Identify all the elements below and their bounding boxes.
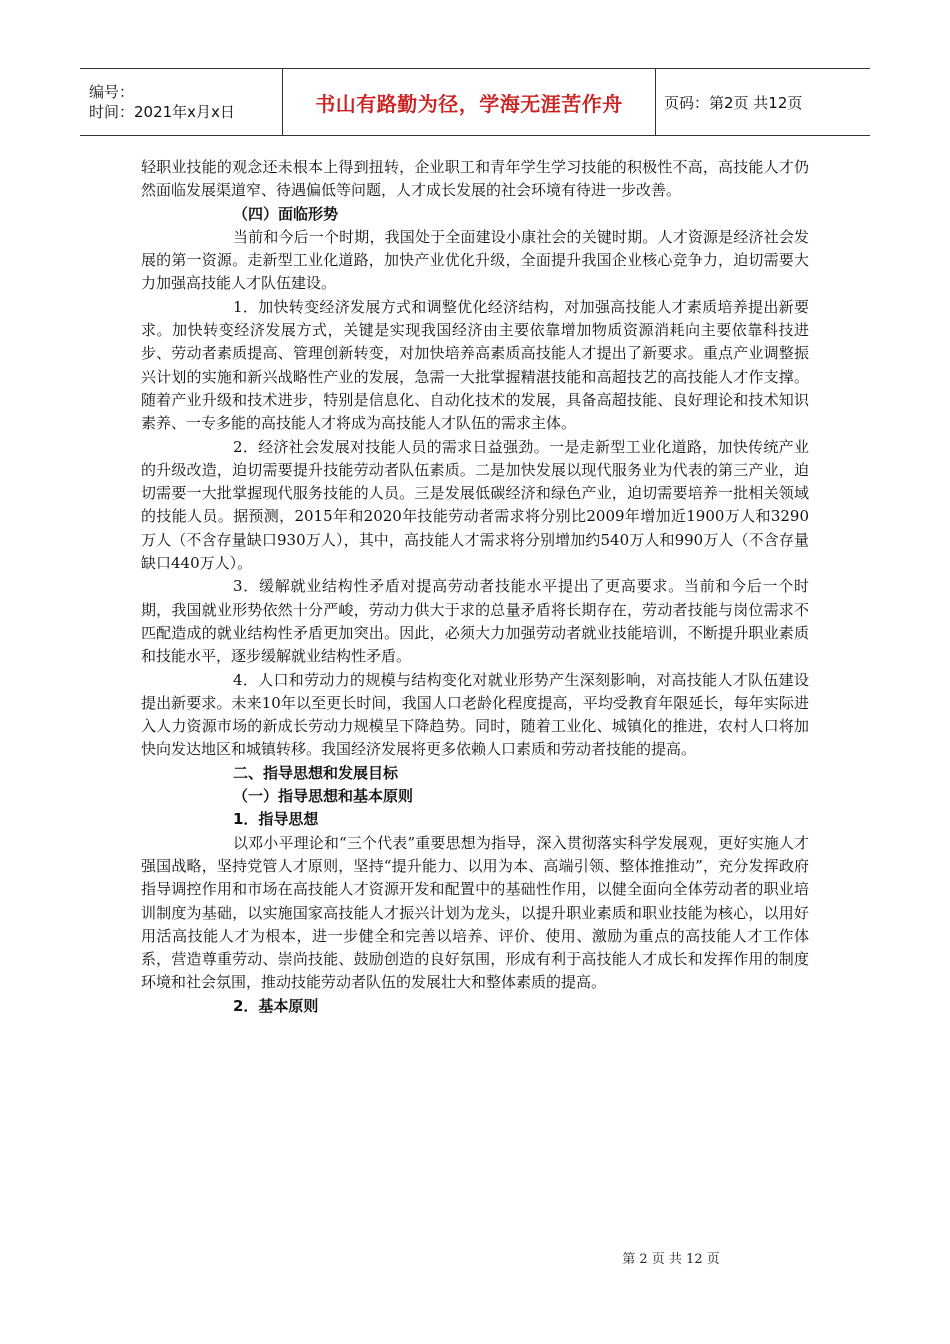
paragraph-continued: 轻职业技能的观念还未根本上得到扭转，企业职工和青年学生学习技能的积极性不高，高技能人才仍然面临发展渠道窄、待遇偏低等问题，人才成长发展的社会环境有待进一步改善。 (141, 158, 809, 200)
header-motto: 书山有路勤为径，学海无涯苦作舟 (315, 91, 623, 116)
section-heading-situation: （四）面临形势 (233, 204, 339, 223)
paragraph: 4．人口和劳动力的规模与结构变化对就业形势产生深刻影响，对高技能人才队伍建设提出新要求。未来10年以至更长时间，我国人口老龄化程度提高，平均受教育年限延长，每年实际进入人力资源市场的新成长劳动力规模呈下降趋势。同时，随着工业化、城镇化的推进，农村人口将加快向发达地区和城镇转移。我国经济发展将更多依赖人口素质和劳动者技能的提高。 (141, 670, 809, 759)
paragraph: 3．缓解就业结构性矛盾对提高劳动者技能水平提出了更高要求。当前和今后一个时期，我国就业形势依然十分严峻，劳动力供大于求的总量矛盾将长期存在，劳动者技能与岗位需求不匹配造成的就业结构性矛盾更加突出。因此，必须大力加强劳动者就业技能培训，不断提升职业素质和技能水平，逐步缓解就业结构性矛盾。 (141, 577, 809, 666)
paragraph: 以邓小平理论和“三个代表”重要思想为指导，深入贯彻落实科学发展观，更好实施人才强国战略，坚持党管人才原则，坚持“提升能力、以用为本、高端引领、整体推推动”，充分发挥政府指导调控作用和市场在高技能人才资源开发和配置中的基础性作用，以健全面向全体劳动者的职业培训制度为基础，以实施国家高技能人才振兴计划为龙头，以提升职业素质和职业技能为核心，以用好用活高技能人才为根本，进一步健全和完善以培养、评价、使用、激励为重点的高技能人才工作体系，营造尊重劳动、崇尚技能、鼓励创造的良好氛围，形成有利于高技能人才成长和发挥作用的制度环境和社会氛围，推动技能劳动者队伍的发展壮大和整体素质的提高。 (141, 833, 809, 992)
subsection-heading-principles: （一）指导思想和基本原则 (233, 787, 414, 806)
header-left-cell (80, 69, 283, 135)
subsection-heading-guiding-thought: 1．指导思想 (233, 810, 319, 829)
document-body (141, 156, 809, 1018)
paragraph: 当前和今后一个时期，我国处于全面建设小康社会的关键时期。人才资源是经济社会发展的第一资源。走新型工业化道路，加快产业优化升级，全面提升我国企业核心竞争力，迫切需要大力加强高技能人才队伍建设。 (141, 227, 809, 293)
header-page-info: 页码：第2页 共12页 (664, 93, 803, 112)
paragraph: 2．经济社会发展对技能人员的需求日益强劲。一是走新型工业化道路，加快传统产业的升级改造，迫切需要提升技能劳动者队伍素质。二是加快发展以现代服务业为代表的第三产业，迫切需要一大批掌握现代服务技能的人员。三是发展低碳经济和绿色产业，迫切需要培养一批相关领域的技能人员。据预测，2015年和2020年技能劳动者需求将分别比2009年增加近1900万人和3290万人（不含存量缺口930万人），其中，高技能人才需求将分别增加约540万人和990万人（不含存量缺口440万人）。 (141, 437, 809, 573)
subsection-heading-basic-principles: 2．基本原则 (233, 996, 319, 1015)
footer-page-number: 第 2 页 共 12 页 (622, 1252, 720, 1267)
header-right-cell (656, 69, 870, 135)
time-label: 时间：2021年x月x日 (89, 103, 235, 121)
page-footer (0, 1248, 950, 1267)
header-middle-cell (283, 69, 656, 135)
page-header (80, 68, 870, 136)
serial-label: 编号： (89, 83, 135, 101)
paragraph: 1．加快转变经济发展方式和调整优化经济结构，对加强高技能人才素质培养提出新要求。加快转变经济发展方式，关键是实现我国经济由主要依靠增加物质资源消耗向主要依靠科技进步、劳动者素质提高、管理创新转变，对加快培养高素质高技能人才提出了新要求。重点产业调整振兴计划的实施和新兴战略性产业的发展，急需一大批掌握精湛技能和高超技艺的高技能人才作支撑。随着产业升级和技术进步，特别是信息化、自动化技术的发展，具备高超技能、良好理论和技术知识素养、一专多能的高技能人才将成为高技能人才队伍的需求主体。 (141, 297, 809, 433)
section-heading-guidance: 二、指导思想和发展目标 (233, 763, 399, 782)
